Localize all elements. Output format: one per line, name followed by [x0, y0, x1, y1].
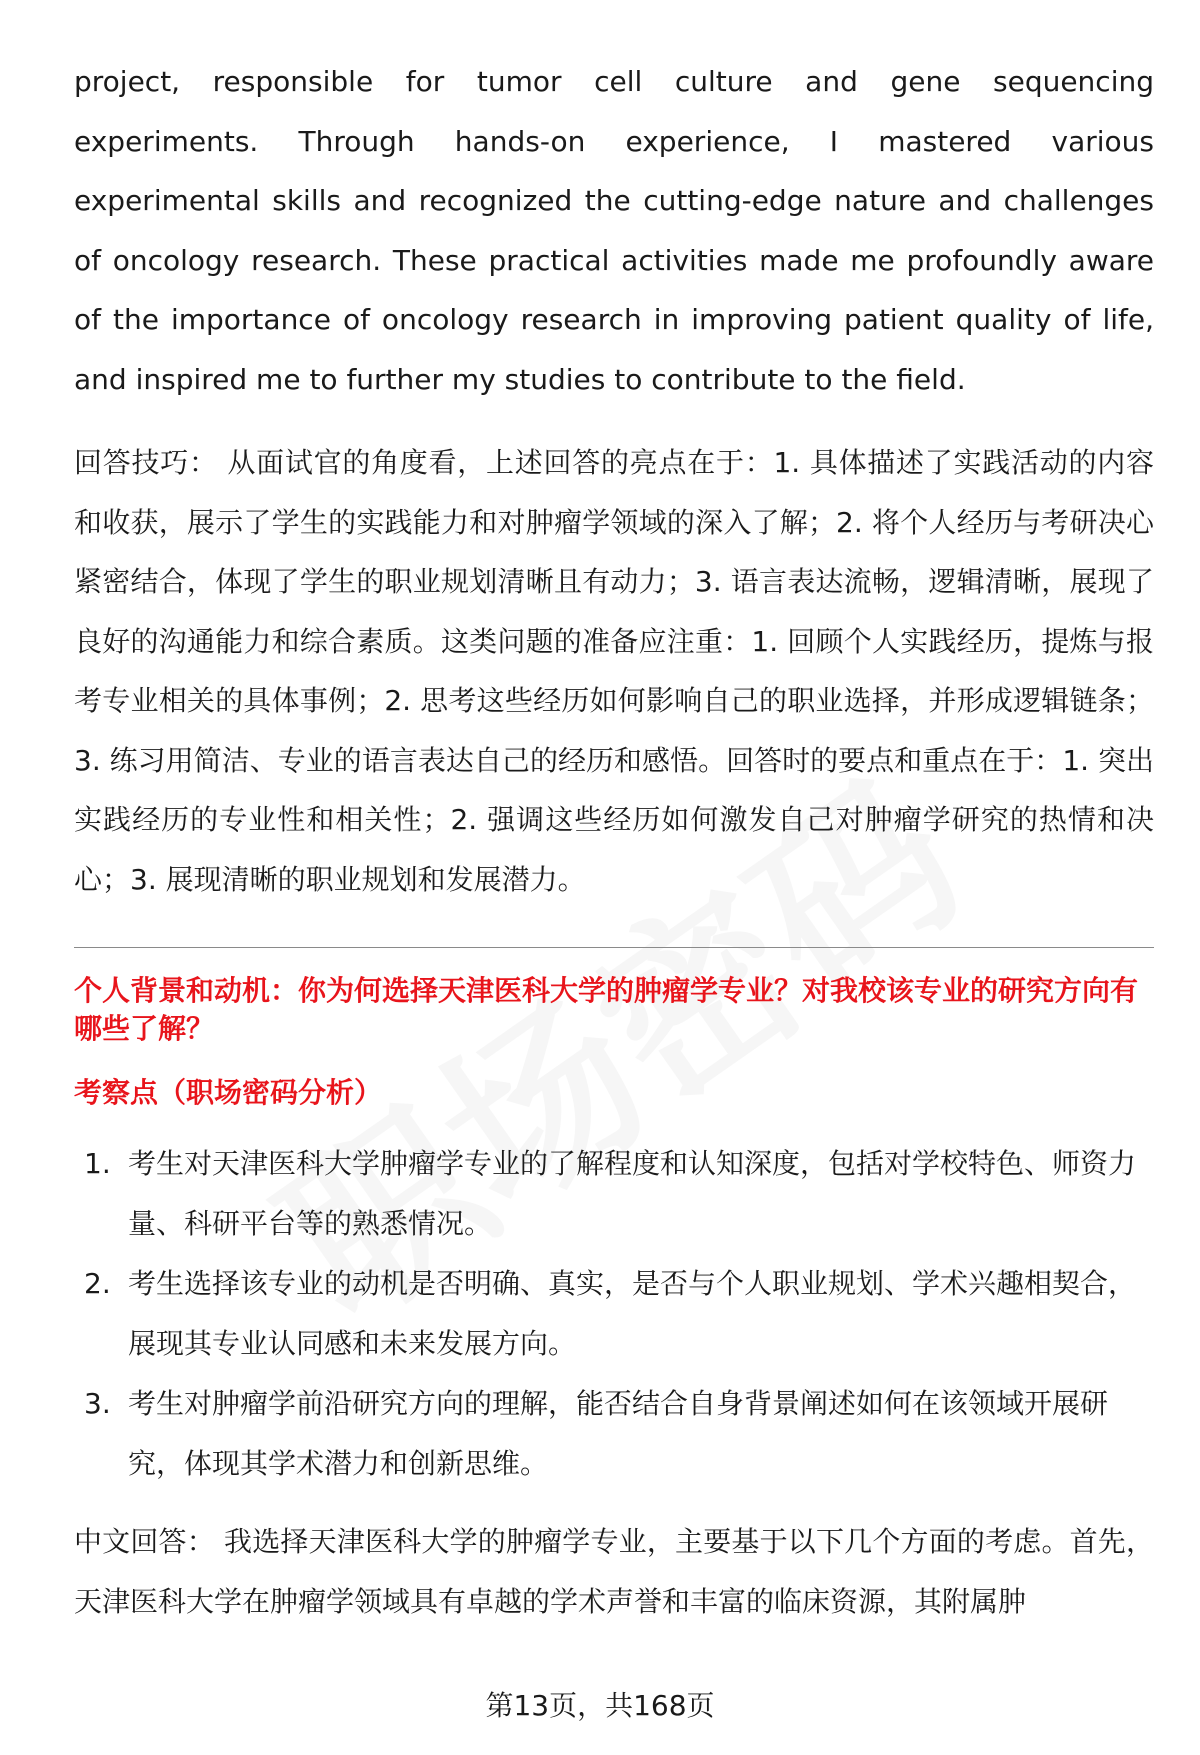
- section-divider: [74, 947, 1154, 948]
- list-item-number: 1.: [84, 1147, 111, 1180]
- assessment-points-title: 考察点（职场密码分析）: [74, 1076, 383, 1109]
- list-item: [74, 1254, 1154, 1374]
- answer-tips-paragraph: 回答技巧： 从面试官的角度看，上述回答的亮点在于：1. 具体描述了实践活动的内容和收获，展示了学生的实践能力和对肿瘤学领域的深入了解；2. 将个人经历与考研决心紧密结合，体现了学生的职业规划清晰且有动力；3. 语言表达流畅，逻辑清晰，展现了良好的沟通能力和综合素质。这类问题的准备应注重：1. 回顾个人实践经历，提炼与报考专业相关的具体事例；2. 思考这些经历如何影响自己的职业选择，并形成逻辑链条；3. 练习用简洁、专业的语言表达自己的经历和感悟。回答时的要点和重点在于：1. 突出实践经历的专业性和相关性；2. 强调这些经历如何激发自己对肿瘤学研究的热情和决心；3. 展现清晰的职业规划和发展潜力。: [74, 446, 1154, 896]
- chinese-answer-paragraph: 中文回答： 我选择天津医科大学的肿瘤学专业，主要基于以下几个方面的考虑。首先，天津医科大学在肿瘤学领域具有卓越的学术声誉和丰富的临床资源，其附属肿: [74, 1525, 1154, 1618]
- question-heading: 个人背景和动机：你为何选择天津医科大学的肿瘤学专业？对我校该专业的研究方向有哪些了解？: [74, 974, 1139, 1045]
- list-item-text: 考生对肿瘤学前沿研究方向的理解，能否结合自身背景阐述如何在该领域开展研究，体现其学术潜力和创新思维。: [128, 1387, 1109, 1480]
- list-item-text: 考生选择该专业的动机是否明确、真实，是否与个人职业规划、学术兴趣相契合，展现其专业认同感和未来发展方向。: [128, 1267, 1137, 1360]
- page-content: [74, 52, 1154, 1631]
- assessment-points-list: [74, 1134, 1154, 1494]
- list-item: [74, 1374, 1154, 1494]
- list-item: [74, 1134, 1154, 1254]
- english-answer-paragraph: project, responsible for tumor cell culture and gene sequencing experiments. Through hands-on experience, I mastered various experimental skills and recognized the cutting-edge nature and challenges of oncology research. These practical activities made me profoundly aware of the importance of oncology research in improving patient quality of life, and inspired me to further my studies to contribute to the field.: [74, 65, 1154, 396]
- page-number-footer: 第13页，共168页: [485, 1689, 715, 1722]
- list-item-number: 3.: [84, 1387, 111, 1420]
- list-item-number: 2.: [84, 1267, 111, 1300]
- list-item-text: 考生对天津医科大学肿瘤学专业的了解程度和认知深度，包括对学校特色、师资力量、科研平台等的熟悉情况。: [128, 1147, 1137, 1240]
